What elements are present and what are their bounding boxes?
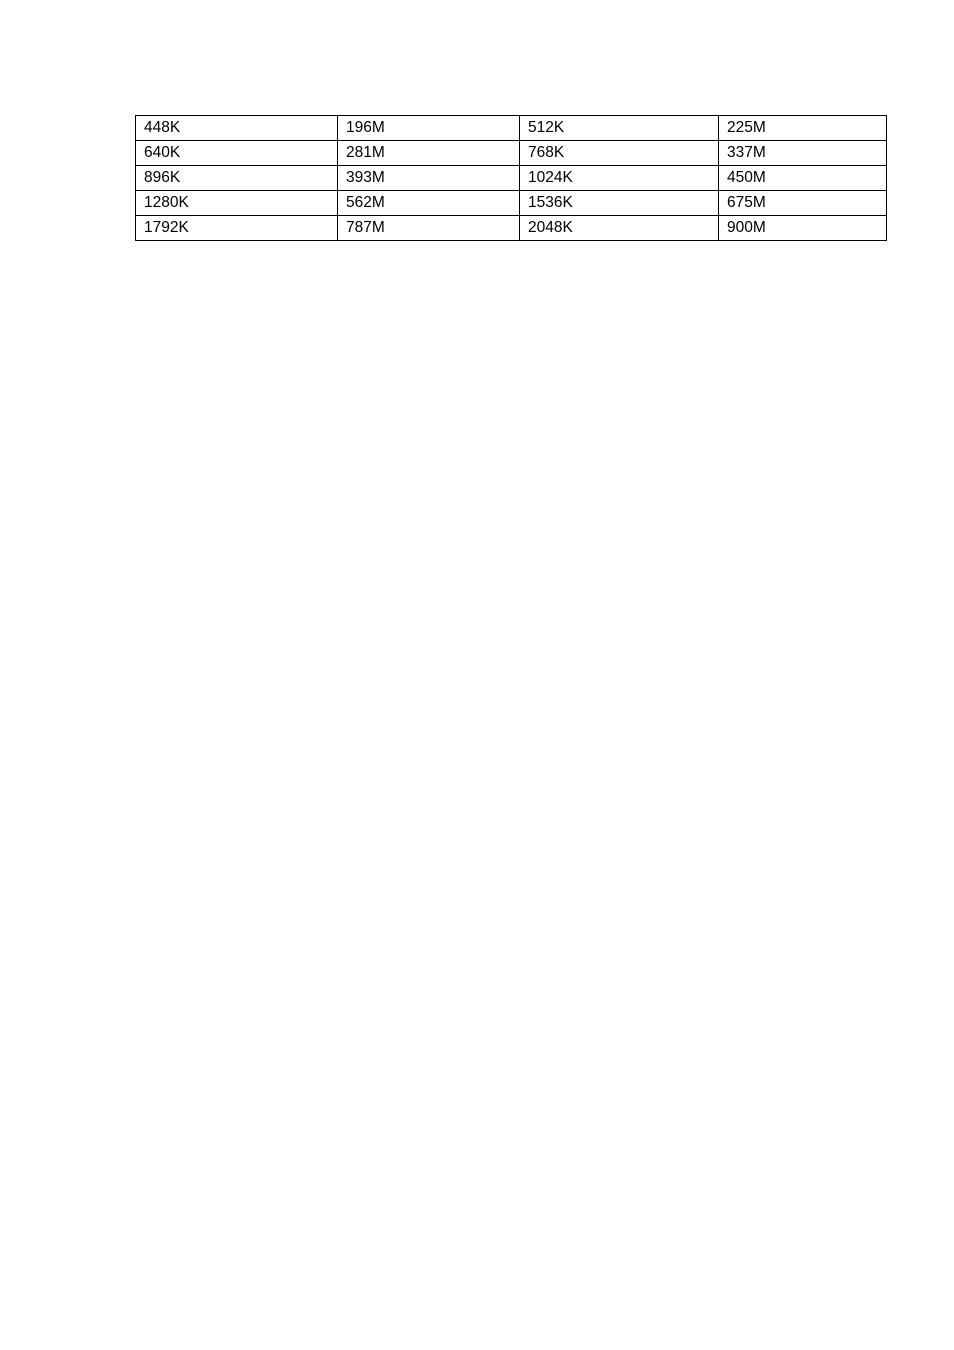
- table-cell: 196M: [338, 116, 520, 141]
- table-row: [136, 216, 887, 241]
- table-cell: 1280K: [136, 191, 338, 216]
- table-cell: 640K: [136, 141, 338, 166]
- table-cell: 2048K: [520, 216, 719, 241]
- table-cell: 512K: [520, 116, 719, 141]
- table-cell: 896K: [136, 166, 338, 191]
- table-cell: 393M: [338, 166, 520, 191]
- table-cell: 768K: [520, 141, 719, 166]
- table-cell: 1536K: [520, 191, 719, 216]
- table-cell: 281M: [338, 141, 520, 166]
- table-row: [136, 116, 887, 141]
- table-cell: 1024K: [520, 166, 719, 191]
- table-row: [136, 191, 887, 216]
- table-cell: 450M: [719, 166, 887, 191]
- table-cell: 448K: [136, 116, 338, 141]
- table-cell: 562M: [338, 191, 520, 216]
- table-cell: 787M: [338, 216, 520, 241]
- table-cell: 900M: [719, 216, 887, 241]
- table-cell: 1792K: [136, 216, 338, 241]
- table-row: [136, 166, 887, 191]
- data-table: [135, 115, 887, 241]
- table-cell: 337M: [719, 141, 887, 166]
- table-cell: 675M: [719, 191, 887, 216]
- table-cell: 225M: [719, 116, 887, 141]
- table-row: [136, 141, 887, 166]
